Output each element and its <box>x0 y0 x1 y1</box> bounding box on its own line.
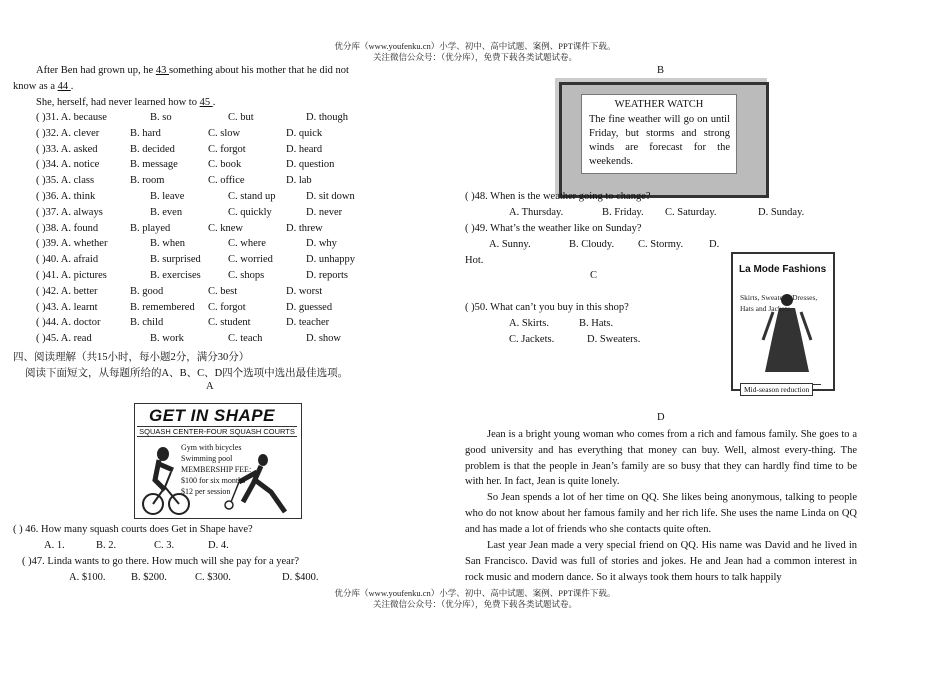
q50-option-c: C. Jackets. <box>509 334 555 345</box>
section-a-label: A <box>206 381 214 392</box>
q35-option-c: C. office <box>208 175 245 187</box>
q36-option-a: ( )36. A. think <box>36 191 96 202</box>
ad-line-fee-session: $12 per session <box>181 487 231 496</box>
q47-option-c: C. $300. <box>195 572 231 583</box>
q36-option-b: B. leave <box>150 191 185 202</box>
q50-option-a: A. Skirts. <box>509 318 549 329</box>
q35-option-b: B. room <box>130 175 165 187</box>
q31-option-a: ( )31. A. because <box>36 112 107 123</box>
q33-option-a: ( )33. A. asked <box>36 143 98 155</box>
q46-option-c: C. 3. <box>154 540 175 551</box>
passage-d-para-2: So Jean spends a lot of her time on QQ. She likes being anonymous, talking to people who do not know about her famous family and her rich life. She uses the name Linda on QQ and has made a lot of friends who she contacts quite often. <box>465 492 857 535</box>
q40-option-c: C. worried <box>228 254 273 266</box>
q38-option-a: ( )38. A. found <box>36 222 99 234</box>
q45-option-d: D. show <box>306 333 342 345</box>
q48-option-b: B. Friday. <box>602 207 644 218</box>
q33-option-c: C. forgot <box>208 143 246 155</box>
q41-option-a: ( )41. A. pictures <box>36 270 107 281</box>
q36-option-c: C. stand up <box>228 191 276 202</box>
blank-45: 45 <box>199 97 213 108</box>
header-line-2: 关注微信公众号：（优分库），免费下载各类试题试卷。 <box>372 52 577 62</box>
passage-d-para-3: Last year Jean made a very special friend on QQ. His name was David and he lived in San Francisco. David was full of stories and jokes. He and Jean had a common interest in rock music and modern dance. So it always took them hours to talk happily <box>465 540 857 583</box>
ad-line-gym: Gym with bicycles <box>181 443 242 452</box>
q47-option-a: A. $100. <box>69 572 106 583</box>
footer-line-1: 优分库（www.youfenku.cn）小学、初中、高中试题、案例、PPT课件下载。 <box>334 588 616 598</box>
cloze-line-2: know as a 44 . <box>13 81 74 92</box>
la-mode-fashions-ad <box>731 252 835 391</box>
shop-title: La Mode Fashions <box>739 264 827 275</box>
passage-d-para-1: Jean is a bright young woman who comes from a rich and famous family. She goes to a good university and has everything that money can buy. Well, almost every-thing. The problem is that the people in Jean’s family are so busy that they can hardly find time to be with her. In fact, Jean is quite lonely. <box>465 429 857 488</box>
q42-option-a: ( )42. A. better <box>36 285 98 297</box>
blank-43: 43 <box>155 65 169 76</box>
q47-text: ( )47. Linda wants to go there. How much will she pay for a year? <box>22 556 299 567</box>
shop-items: Skirts, Sweaters, Dresses, <box>740 293 818 302</box>
section4-instruction: 阅读下面短文，从每题所给的A、B、C、D四个选项中选出最佳选项。 <box>25 368 349 379</box>
q50-option-b: B. Hats. <box>579 318 614 329</box>
q43-option-a: ( )43. A. learnt <box>36 301 98 313</box>
q31-option-c: C. but <box>228 112 254 123</box>
q49-option-b: B. Cloudy. <box>569 239 615 250</box>
q38-option-b: B. played <box>130 222 171 234</box>
q39-option-a: ( )39. A. whether <box>36 238 108 250</box>
q42-option-c: C. best <box>208 285 238 297</box>
blank-44: 44 <box>57 81 71 92</box>
q43-option-c: C. forgot <box>208 301 246 313</box>
q45-option-a: ( )45. A. read <box>36 333 92 345</box>
q34-option-d: D. question <box>286 159 335 171</box>
q46-option-b: B. 2. <box>96 540 117 551</box>
q40-option-b: B. surprised <box>150 254 201 266</box>
q47-option-d: D. $400. <box>282 572 319 583</box>
q35-option-d: D. lab <box>286 175 312 187</box>
q49-option-c: C. Stormy. <box>638 239 684 250</box>
weather-body: The fine weather will go on until Friday, but storms and strong winds are forecast for the weekends. <box>589 114 730 167</box>
cloze-line-1: After Ben had grown up, he 43 something about his mother that he did not <box>36 65 349 76</box>
q40-option-d: D. unhappy <box>306 254 355 266</box>
q34-option-c: C. book <box>208 159 242 171</box>
q37-option-d: D. never <box>306 206 343 218</box>
q44-option-b: B. child <box>130 317 164 329</box>
q33-option-b: B. decided <box>130 143 175 155</box>
header-line-1: 优分库（www.youfenku.cn）小学、初中、高中试题、案例、PPT课件下载。 <box>334 41 616 51</box>
q48-option-d: D. Sunday. <box>758 207 805 218</box>
q31-option-d: D. though <box>306 112 348 123</box>
q44-option-c: C. student <box>208 317 251 329</box>
shop-banner: Mid-season reduction <box>740 383 813 396</box>
q49-option-d: D. <box>709 239 720 250</box>
cloze-line-3: She, herself, had never learned how to 45 . <box>36 97 216 108</box>
q46-option-a: A. 1. <box>44 540 65 551</box>
q47-option-b: B. $200. <box>131 572 167 583</box>
q39-option-d: D. why <box>306 238 337 250</box>
q36-option-d: D. sit down <box>306 191 355 202</box>
q48-option-c: C. Saturday. <box>665 207 717 218</box>
weather-title: WEATHER WATCH <box>614 99 704 110</box>
section-b-label: B <box>657 65 665 76</box>
q32-option-b: B. hard <box>130 127 161 139</box>
q45-option-c: C. teach <box>228 333 263 345</box>
q43-option-b: B. remembered <box>130 301 195 313</box>
q38-option-d: D. threw <box>286 222 323 234</box>
q46-option-d: D. 4. <box>208 540 229 551</box>
section-c-label: C <box>590 270 598 281</box>
q41-option-c: C. shops <box>228 270 265 281</box>
q37-option-a: ( )37. A. always <box>36 206 103 218</box>
q38-option-c: C. knew <box>208 222 243 234</box>
q31-option-b: B. so <box>150 112 172 123</box>
q49-option-a: A. Sunny. <box>489 239 531 250</box>
get-in-shape-ad <box>134 403 302 519</box>
section4-title: 四、阅读理解（共15小时，每小题2分，满分30分） <box>13 352 250 363</box>
ad-line-fee-6m: $100 for six months <box>181 476 246 485</box>
q37-option-c: C. quickly <box>228 206 272 218</box>
weather-watch-box <box>555 78 767 196</box>
q48-option-a: A. Thursday. <box>509 207 564 218</box>
q37-option-b: B. even <box>150 206 183 218</box>
ad-subtitle: SQUASH CENTER-FOUR SQUASH COURTS <box>137 426 297 437</box>
q41-option-b: B. exercises <box>150 270 201 281</box>
q49-text: ( )49. What’s the weather like on Sunday? <box>465 223 642 234</box>
q34-option-b: B. message <box>130 159 178 171</box>
ad-line-pool: Swimming pool <box>181 454 233 463</box>
q32-option-c: C. slow <box>208 127 241 139</box>
q35-option-a: ( )35. A. class <box>36 175 95 187</box>
q39-option-b: B. when <box>150 238 185 250</box>
q50-text: ( )50. What can’t you buy in this shop? <box>465 302 629 313</box>
q33-option-d: D. heard <box>286 143 323 155</box>
q50-option-d: D. Sweaters. <box>587 334 641 345</box>
ad-line-fee-title: MEMBERSHIP FEE: <box>181 465 252 474</box>
q42-option-d: D. worst <box>286 285 323 297</box>
q41-option-d: D. reports <box>306 270 348 281</box>
q43-option-d: D. guessed <box>286 301 333 313</box>
q40-option-a: ( )40. A. afraid <box>36 254 99 266</box>
ad-title: GET IN SHAPE <box>149 406 275 425</box>
q44-option-a: ( )44. A. doctor <box>36 317 101 329</box>
q42-option-b: B. good <box>130 285 164 297</box>
q34-option-a: ( )34. A. notice <box>36 159 100 171</box>
footer-line-2: 关注微信公众号：（优分库），免费下载各类试题试卷。 <box>372 599 577 609</box>
q46-text: ( ) 46. How many squash courts does Get in Shape have? <box>13 524 253 535</box>
q32-option-d: D. quick <box>286 127 323 139</box>
q49-option-d-text: Hot. <box>465 255 484 266</box>
shop-items-2: Hats and Jackets <box>740 304 790 313</box>
q48-text: ( )48. When is the weather going to change? <box>465 191 651 202</box>
q44-option-d: D. teacher <box>286 317 330 329</box>
q39-option-c: C. where <box>228 238 266 250</box>
section-d-label: D <box>657 412 665 423</box>
q32-option-a: ( )32. A. clever <box>36 127 100 139</box>
q45-option-b: B. work <box>150 333 184 345</box>
